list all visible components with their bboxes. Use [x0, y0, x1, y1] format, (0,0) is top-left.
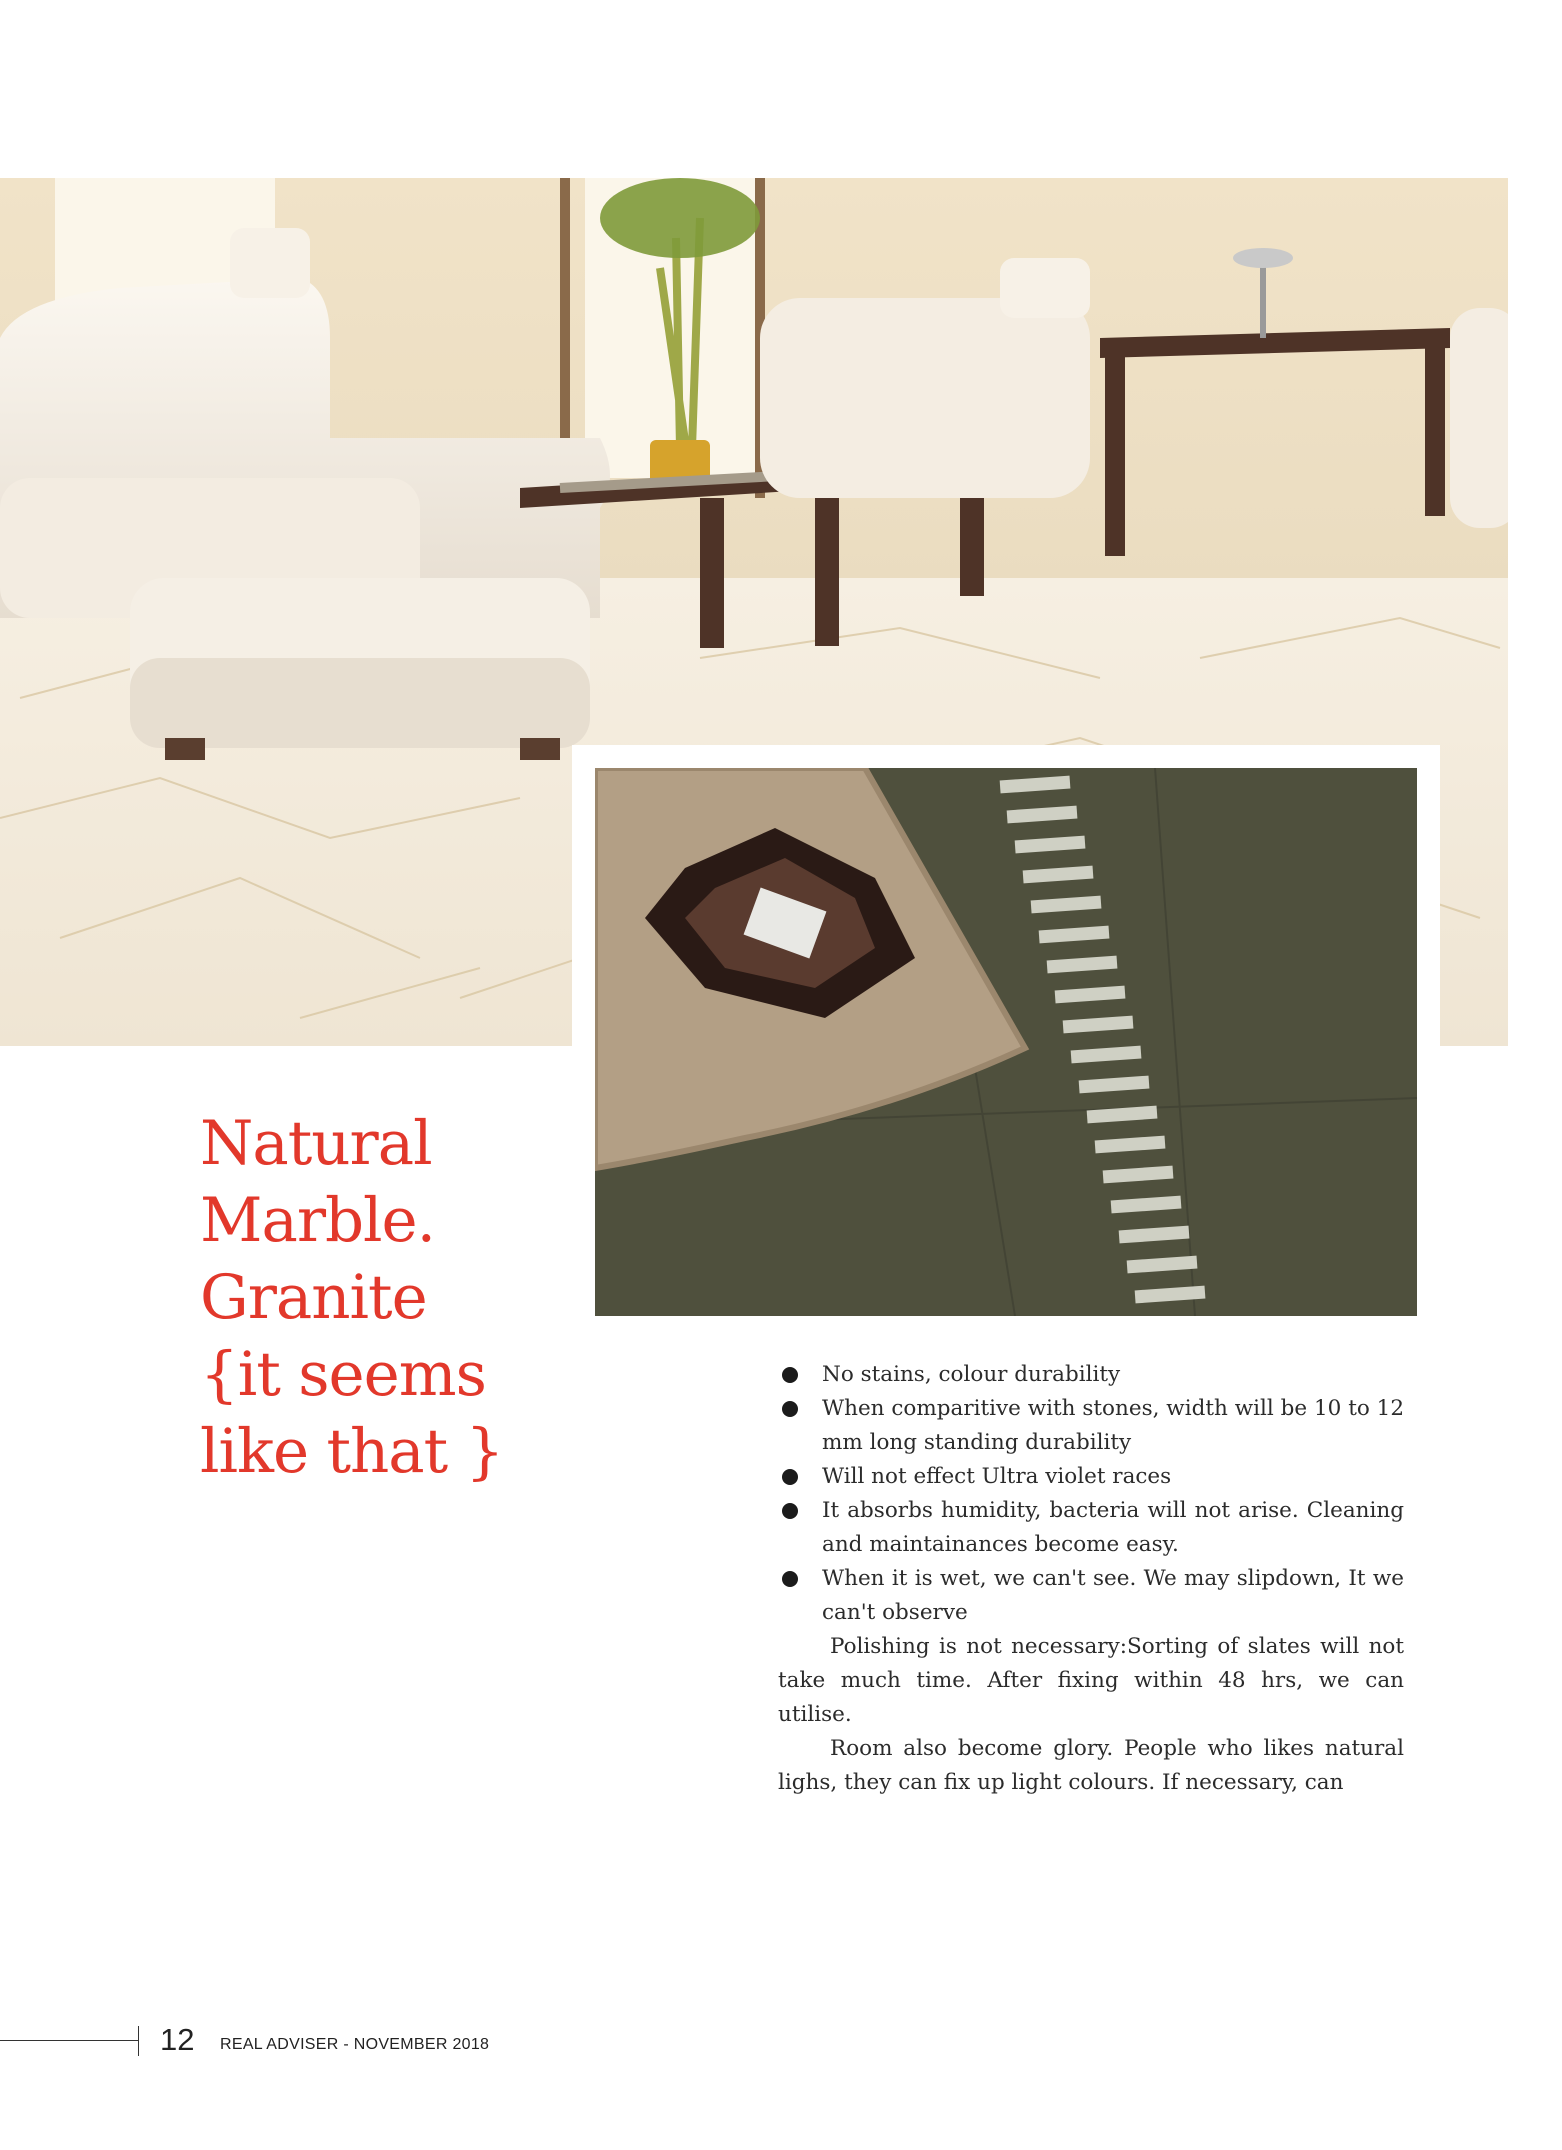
bullet-icon — [782, 1571, 798, 1587]
granite-floor-photo — [595, 768, 1417, 1316]
bullet-icon — [782, 1469, 798, 1485]
bullet-icon — [782, 1367, 798, 1383]
headline-line: Granite — [200, 1262, 427, 1333]
headline-line: Natural — [200, 1108, 432, 1179]
paragraph: Room also become glory. People who likes natural lighs, they can fix up light colours. If necessary, can — [778, 1736, 1404, 1795]
list-item — [778, 1494, 1404, 1562]
list-item — [778, 1392, 1404, 1460]
list-item-text: When comparitive with stones, width will be 10 to 12 mm long standing durability — [822, 1396, 1404, 1455]
list-item — [778, 1358, 1404, 1392]
benefits-list — [778, 1358, 1404, 1630]
magazine-title: REAL ADVISER - NOVEMBER 2018 — [220, 2036, 490, 2053]
footer-divider — [138, 2026, 139, 2056]
list-item-text: When it is wet, we can't see. We may slipdown, It we can't observe — [822, 1566, 1404, 1625]
page-number: 12 — [160, 2022, 195, 2057]
list-item-text: No stains, colour durability — [822, 1362, 1121, 1387]
article-body — [778, 1358, 1404, 1800]
list-item-text: Will not effect Ultra violet races — [822, 1464, 1172, 1489]
paragraph: Polishing is not necessary:Sorting of slates will not take much time. After fixing within 48 hrs, we can utilise. — [778, 1634, 1404, 1727]
footer-rule — [0, 2040, 138, 2041]
list-item — [778, 1460, 1404, 1494]
headline-line: Marble. — [200, 1185, 436, 1256]
list-item — [778, 1562, 1404, 1630]
article-headline — [200, 1105, 580, 1490]
headline-line: {it seems — [200, 1339, 486, 1410]
bullet-icon — [782, 1503, 798, 1519]
list-item-text: It absorbs humidity, bacteria will not arise. Cleaning and maintainances become easy. — [822, 1498, 1404, 1557]
headline-line: like that } — [200, 1416, 504, 1487]
bullet-icon — [782, 1401, 798, 1417]
